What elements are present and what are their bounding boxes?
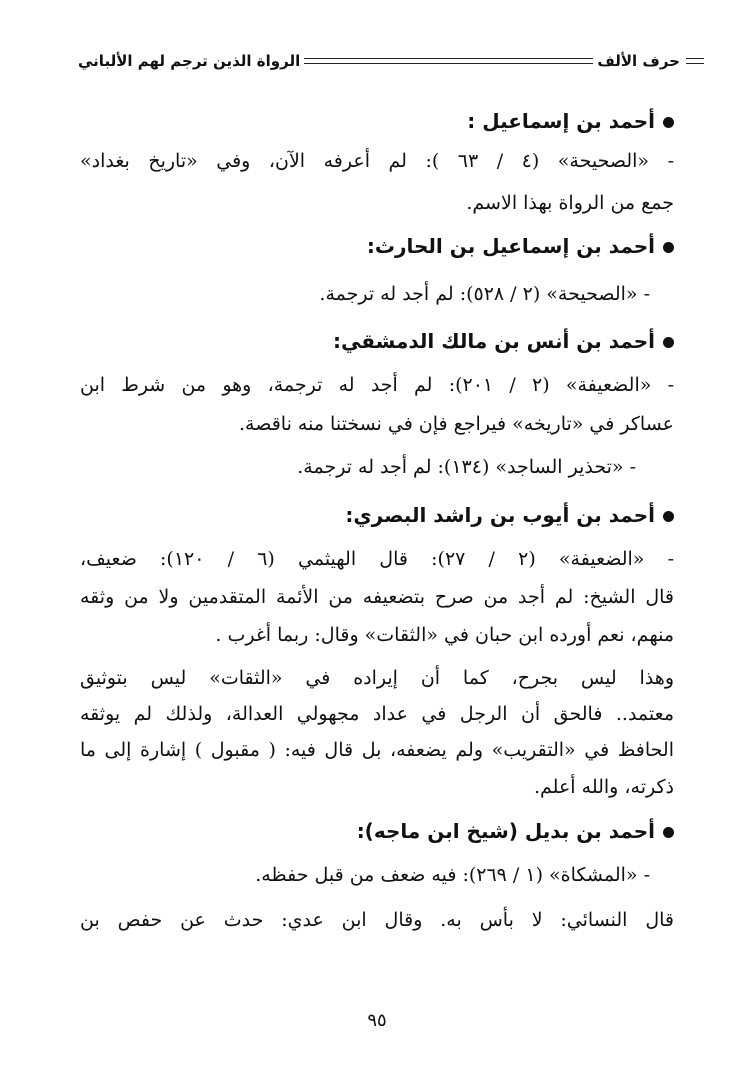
entry-heading: أحمد بن إسماعيل : — [467, 107, 674, 135]
body-line: عساكر في «تاريخه» فيراجع فإن في نسختنا منه ناقصة. — [239, 413, 674, 435]
body-line: جمع من الرواة بهذا الاسم. — [466, 192, 674, 214]
bullet-icon — [663, 117, 674, 128]
body-line: - «الصحيحة» (٢ / ٥٢٨): لم أجد له ترجمة. — [319, 283, 650, 305]
header-chapter: حرف الألف — [597, 52, 680, 70]
body-line: - «المشكاة» (١ / ٢٦٩): فيه ضعف من قبل حفظه. — [255, 864, 650, 886]
bullet-icon — [663, 337, 674, 348]
body-line: منهم، نعم أورده ابن حبان في «الثقات» وقال: ربما أغرب . — [215, 624, 674, 646]
page-number: ٩٥ — [367, 1010, 387, 1031]
body-line: - «الضعيفة» (٢ / ٢٧): قال الهيثمي (٦ / ١٢٠): ضعيف، — [80, 548, 675, 570]
running-header — [78, 48, 704, 74]
body-line: - «الضعيفة» (٢ / ٢٠١): لم أجد له ترجمة، وهو من شرط ابن — [80, 374, 674, 396]
bullet-icon — [663, 827, 674, 838]
body-line: قال الشيخ: لم أجد من صرح بتضعيفه من الأئمة المتقدمين ولا من وثقه — [80, 586, 674, 608]
bullet-icon — [663, 242, 674, 253]
entry-heading: أحمد بن أيوب بن راشد البصري: — [345, 501, 674, 529]
body-line: معتمد.. فالحق أن الرجل في عداد مجهولي العدالة، ولذلك لم يوثقه — [80, 703, 674, 725]
header-rule — [304, 58, 593, 64]
header-title: الرواة الذين ترجم لهم الألباني — [78, 52, 301, 70]
body-line: وهذا ليس بجرح، كما أن إيراده في «الثقات» ليس بتوثيق — [80, 667, 674, 689]
body-line: - «تحذير الساجد» (١٣٤): لم أجد له ترجمة. — [297, 456, 636, 478]
entry-heading: أحمد بن بديل (شيخ ابن ماجه): — [357, 817, 674, 845]
body-line: الحافظ في «التقريب» ولم يضعفه، بل قال فيه: ( مقبول ) إشارة إلى ما — [80, 739, 674, 761]
body-line: - «الصحيحة» (٤ / ٦٣ ): لم أعرفه الآن، وفي «تاريخ بغداد» — [80, 150, 674, 172]
body-line: قال النسائي: لا بأس به. وقال ابن عدي: حدث عن حفص بن — [80, 909, 674, 931]
bullet-icon — [663, 511, 674, 522]
body-line: ذكرته، والله أعلم. — [534, 776, 674, 798]
header-rule-mark — [686, 58, 704, 64]
entry-heading: أحمد بن أنس بن مالك الدمشقي: — [333, 327, 674, 355]
entry-heading: أحمد بن إسماعيل بن الحارث: — [367, 232, 674, 260]
